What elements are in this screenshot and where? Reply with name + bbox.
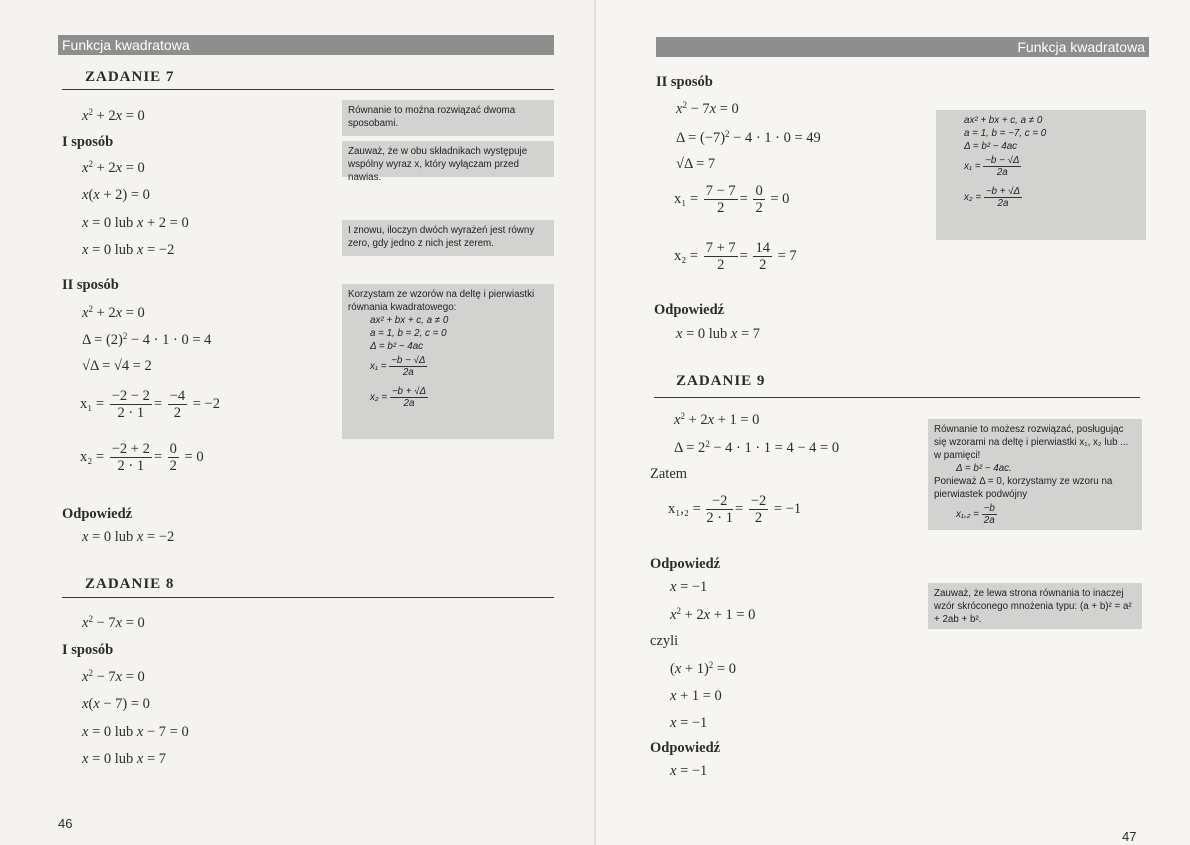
task7-m2-line1: $x^2 + 2x = 0$ [82,304,145,321]
r9-note-text: Równanie to możesz rozwiązać, posługując się wzorami na deltę i pierwiastki x₁, x₂ lub ... w pamięci! [934,424,1129,461]
task7-x1: x₁ = $\frac{-2 - 2}{2 \cdot 1}$ = $\frac{-4}{2}$ = −2 [80,388,220,421]
x1-lhs: x₁ = [80,395,105,412]
x12-fraction-b [749,493,768,526]
x12-fraction-a [706,493,733,526]
note-common-factor: Zauważ, że w obu składnikach występuje wspólny wyraz x, który wyłączam przed nawias. [342,141,554,177]
note-delta-formulas [342,284,554,439]
x1-fraction-a [110,388,152,421]
task7-m1-line4: x = 0 lub x = −2 [82,242,175,258]
r-x1-den-b: 2 [755,200,763,216]
task9-alt-line2: x + 1 = 0 [670,688,722,704]
x1-fraction-b [168,388,187,421]
task7-answer: x = 0 lub x = −2 [82,529,175,545]
r9-note-text2: Ponieważ Δ = 0, korzystamy ze wzoru na pierwiastek podwójny [934,476,1113,500]
r-x2-result: = 7 [777,247,797,264]
note-x1-lhs: x₁ = [370,361,387,373]
r-x1-den-a: 2 [717,200,725,216]
task7-heading: ZADANIE 7 [85,69,175,85]
x12-den-a: 2 · 1 [706,510,734,526]
task7-method1-label: I sposób [62,134,114,150]
r-x2-num-b: 14 [755,240,770,256]
r-note-x1-fraction [983,155,1021,178]
r9-note-x-den: 2a [983,515,995,526]
r-x1-result: = 0 [770,190,790,207]
task7-equation: $x^2 + 2x = 0$ [82,107,145,124]
r9-note-x-lhs: x₁,₂ = [956,509,979,521]
task8-answer: x = 0 lub x = 7 [676,326,761,342]
task9-alt-equation: $x^2 + 2x + 1 = 0$ [670,606,756,623]
x12-den-b: 2 [754,510,763,526]
task9-answer2-label: Odpowiedź [650,740,721,756]
note-two-methods: Równanie to można rozwiązać dwoma sposobami. [342,100,554,136]
r-x2-num-a: 7 + 7 [705,240,736,256]
task8-m1-line3: x = 0 lub x − 7 = 0 [82,724,189,740]
r-x1-fraction-b [753,183,764,216]
r-x1-num-a: 7 − 7 [705,183,736,199]
task9-answer: x = −1 [670,579,708,595]
r-x2-den-a: 2 [717,257,725,273]
r-note-x2-den: 2a [997,198,1009,209]
r-note-formula-coeffs: a = 1, b = −7, c = 0 [964,128,1047,139]
task8-answer-label: Odpowiedź [654,302,725,318]
task9-alt-line1: $(x + 1)^2 = 0$ [670,660,736,677]
task7-method2-label: II sposób [62,277,119,293]
r-x2-lhs: x₂ = [674,247,699,264]
right-page [596,0,1190,845]
task9-equation: $x^2 + 2x + 1 = 0$ [674,411,760,428]
note-x1-fraction [389,355,427,378]
task7-m1-line3: x = 0 lub x + 2 = 0 [82,215,189,231]
task9-delta: $\Delta = 2^2 - 4 \cdot 1 \cdot 1 = 4 - 4 = 0$ [674,439,840,456]
r-note-formula-x1 [964,155,1140,178]
r-note-formula-general: ax² + bx + c, a ≠ 0 [964,115,1043,126]
page-number-left: 46 [58,816,73,831]
note-x1-den: 2a [402,367,414,378]
r-x1-fraction-a [704,183,738,216]
page-number-right: 47 [1122,829,1137,844]
x1-num-b: −4 [169,388,186,404]
x2-result: = 0 [184,448,204,465]
note-x2-den: 2a [403,398,415,409]
task9-czyli: czyli [650,633,679,649]
task9-answer-label: Odpowiedź [650,556,721,572]
note-short-multiplication: Zauważ, że lewa strona równania to inaczej wzór skróconego mnożenia typu: (a + b)² = a² + 2ab + b². [928,583,1142,629]
task8-m1-line1: $x^2 - 7x = 0$ [82,668,145,685]
task8-heading: ZADANIE 8 [85,576,175,592]
r-note-x2-fraction [984,186,1022,209]
note-formula-x1 [370,355,548,378]
x2-fraction-a [110,441,152,474]
task8-m2-delta: $\Delta = (-7)^2 - 4 \cdot 1 \cdot 0 = 49$ [676,129,821,146]
task8-method2-label: II sposób [656,74,713,90]
r-note-x2-num: −b + √Δ [985,186,1021,197]
r-x1-num-b: 0 [755,183,763,199]
task8-equation: $x^2 - 7x = 0$ [82,614,145,631]
x2-num-a: −2 + 2 [111,441,150,457]
task8-m2-sqrt: √Δ = 7 [676,156,716,172]
x1-num-a: −2 − 2 [111,388,150,404]
x1-den-b: 2 [173,405,181,421]
r9-note-delta: Δ = b² − 4ac. [956,463,1012,474]
task8-x1: x₁ = $\frac{7 - 7}{2}$ = $\frac{0}{2}$ = 0 [674,183,790,216]
note-delta-formulas-right [936,110,1146,240]
x12-num-a: −2 [706,493,733,510]
note-zero-product: I znowu, iloczyn dwóch wyrażeń jest równy zero, gdy jedno z nich jest zerem. [342,220,554,256]
r9-note-x-num: −b [983,503,995,514]
r-note-formula-delta: Δ = b² − 4ac [964,141,1018,152]
note-x1-num: −b − √Δ [391,355,426,366]
x2-den-b: 2 [169,458,177,474]
x1-result: = −2 [192,395,220,412]
task9-rule [654,397,1140,398]
task7-m1-line2: x(x + 2) = 0 [82,187,150,203]
x2-den-a: 2 · 1 [117,458,145,474]
note-formula-delta: Δ = b² − 4ac [370,341,424,352]
x12-num-b: −2 [750,493,767,509]
note-x2-lhs: x₂ = [370,392,388,404]
task7-answer-label: Odpowiedź [62,506,133,522]
task7-m1-line1: $x^2 + 2x = 0$ [82,159,145,176]
x1-den-a: 2 · 1 [117,405,145,421]
r-note-x1-num: −b − √Δ [985,155,1020,166]
note-formula-coeffs: a = 1, b = 2, c = 0 [370,328,447,339]
note-x2-fraction [390,386,428,409]
task7-m2-sqrt: √Δ = √4 = 2 [82,358,152,374]
r-note-x1-lhs: x₁ = [964,161,981,173]
r-x2-fraction-a [704,240,738,273]
chapter-title-right: Funkcja kwadratowa [1017,39,1145,55]
r-note-x1-den: 2a [996,167,1008,178]
task7-rule [62,89,554,90]
note-x2-num: −b + √Δ [391,386,427,397]
r-x1-lhs: x₁ = [674,190,699,207]
task7-m2-delta: $\Delta = (2)^2 - 4 \cdot 1 \cdot 0 = 4$ [82,331,212,348]
task8-x2: x₂ = $\frac{7 + 7}{2}$ = $\frac{14}{2}$ = 7 [674,240,797,273]
x12-lhs: x₁,₂ = [668,500,701,517]
note-formula-x2 [370,386,548,409]
x2-num-b: 0 [169,441,177,457]
x2-lhs: x₂ = [80,448,105,465]
task9-alt-line3: x = −1 [670,715,708,731]
task9-x12: x₁,₂ = $\frac{-2}{2 \cdot 1}$ = $\frac{-2}{2}$ = −1 [668,493,802,526]
task9-heading: ZADANIE 9 [676,373,766,389]
task8-rule [62,597,554,598]
r9-note-x-fraction [982,503,997,526]
task9-zatem: Zatem [650,466,688,482]
r-x2-fraction-b [753,240,772,273]
r-x2-den-b: 2 [759,257,767,273]
task9-answer2: x = −1 [670,763,708,779]
chapter-title: Funkcja kwadratowa [62,37,190,53]
r-note-formula-x2 [964,186,1140,209]
chapter-band-right [656,37,1149,57]
task8-m1-line4: x = 0 lub x = 7 [82,751,167,767]
r9-note-double-root [956,503,1136,526]
x2-fraction-b [168,441,179,474]
task8-m2-line1: $x^2 - 7x = 0$ [676,100,739,117]
r-note-x2-lhs: x₂ = [964,192,982,204]
task8-m1-line2: x(x − 7) = 0 [82,696,150,712]
note-delta-mental [928,419,1142,530]
note-formula-general: ax² + bx + c, a ≠ 0 [370,315,449,326]
x12-result: = −1 [773,500,802,517]
chapter-band [58,35,554,55]
note-delta-text: Korzystam ze wzorów na deltę i pierwiastki równania kwadratowego: [348,289,535,313]
task7-x2: x₂ = $\frac{-2 + 2}{2 \cdot 1}$ = $\frac{0}{2}$ = 0 [80,441,204,474]
task8-method1-label: I sposób [62,642,114,658]
